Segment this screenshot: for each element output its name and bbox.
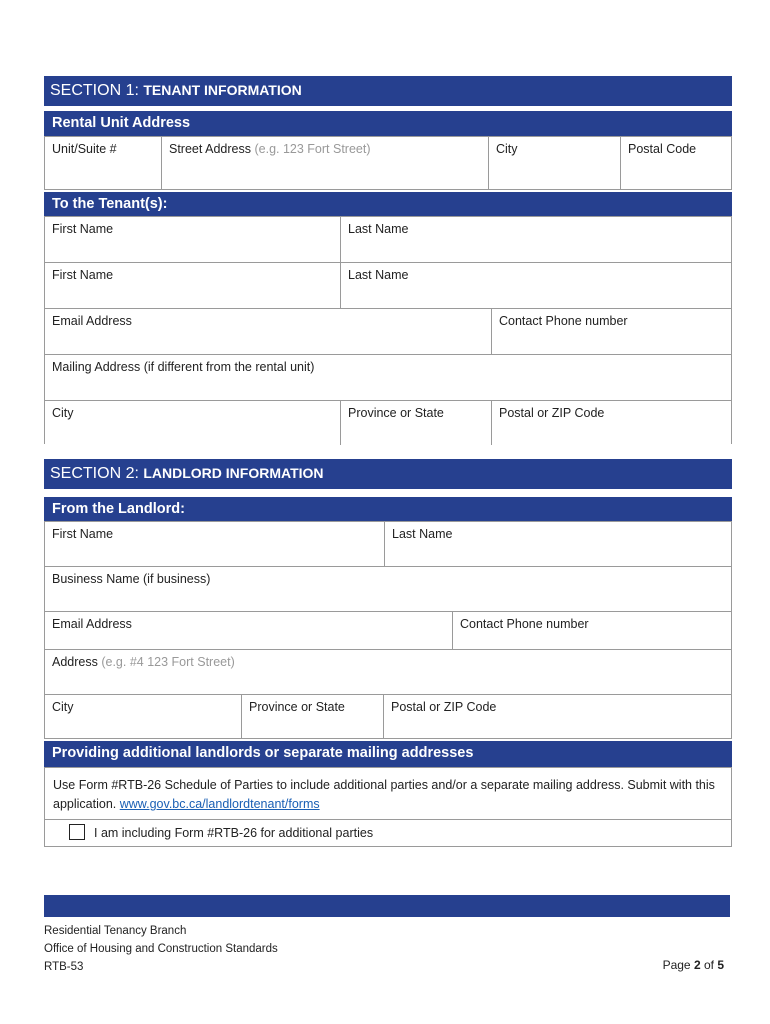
additional-parties-box xyxy=(44,767,732,847)
additional-parties-heading: Providing additional landlords or separate mailing addresses xyxy=(44,741,732,767)
tenants-heading: To the Tenant(s): xyxy=(44,192,732,217)
landlord-heading: From the Landlord: xyxy=(44,497,732,522)
city-field[interactable]: City xyxy=(489,137,621,189)
rtb26-checkbox[interactable] xyxy=(69,824,85,840)
tenant-phone-field[interactable]: Contact Phone number xyxy=(492,309,731,355)
landlord-phone-field[interactable]: Contact Phone number xyxy=(453,612,731,650)
tenant-city-field[interactable]: City xyxy=(45,401,341,445)
forms-link[interactable]: www.gov.bc.ca/landlordtenant/forms xyxy=(119,797,320,811)
footer-bar xyxy=(44,895,730,917)
landlord-city-field[interactable]: City xyxy=(45,695,242,738)
section2-header: SECTION 2: LANDLORD INFORMATION xyxy=(44,459,732,489)
tenant-email-field[interactable]: Email Address xyxy=(45,309,492,355)
tenant1-last-name-field[interactable]: Last Name xyxy=(341,217,731,263)
tenant-mailing-address-field[interactable]: Mailing Address (if different from the rental unit) xyxy=(45,355,731,401)
landlord-first-name-field[interactable]: First Name xyxy=(45,522,385,567)
landlord-address-field[interactable]: Address (e.g. #4 123 Fort Street) xyxy=(45,650,731,695)
street-address-field[interactable]: Street Address (e.g. 123 Fort Street) xyxy=(162,137,489,189)
rental-unit-grid xyxy=(44,136,732,190)
landlord-last-name-field[interactable]: Last Name xyxy=(385,522,731,567)
rtb26-checkbox-label: I am including Form #RTB-26 for additional parties xyxy=(94,826,374,840)
section1-header: SECTION 1: TENANT INFORMATION xyxy=(44,76,732,106)
landlord-province-field[interactable]: Province or State xyxy=(242,695,384,738)
tenant-province-field[interactable]: Province or State xyxy=(341,401,492,445)
footer-office: Office of Housing and Construction Standards xyxy=(44,943,278,955)
tenant1-first-name-field[interactable]: First Name xyxy=(45,217,341,263)
footer-form-code: RTB-53 xyxy=(44,961,84,973)
landlord-zip-field[interactable]: Postal or ZIP Code xyxy=(391,700,497,714)
tenants-grid xyxy=(44,216,732,444)
footer-info xyxy=(44,922,278,976)
landlord-email-field[interactable]: Email Address xyxy=(45,612,453,650)
footer-branch: Residential Tenancy Branch xyxy=(44,925,187,937)
rental-unit-heading: Rental Unit Address xyxy=(44,111,732,136)
postal-code-field[interactable]: Postal Code xyxy=(628,142,697,156)
checkbox-row-divider xyxy=(45,819,731,820)
page-number: Page 2 of 5 xyxy=(662,958,724,972)
tenant2-last-name-field[interactable]: Last Name xyxy=(341,263,731,309)
additional-parties-text: Use Form #RTB-26 Schedule of Parties to include additional parties and/or a separate mailing address. Submit with this application. www.gov.bc.ca/landlordtenant/forms xyxy=(53,778,715,811)
unit-suite-field[interactable]: Unit/Suite # xyxy=(45,137,162,189)
tenant2-first-name-field[interactable]: First Name xyxy=(45,263,341,309)
business-name-field[interactable]: Business Name (if business) xyxy=(45,567,731,612)
landlord-grid xyxy=(44,521,732,739)
tenant-zip-field[interactable]: Postal or ZIP Code xyxy=(499,406,605,420)
